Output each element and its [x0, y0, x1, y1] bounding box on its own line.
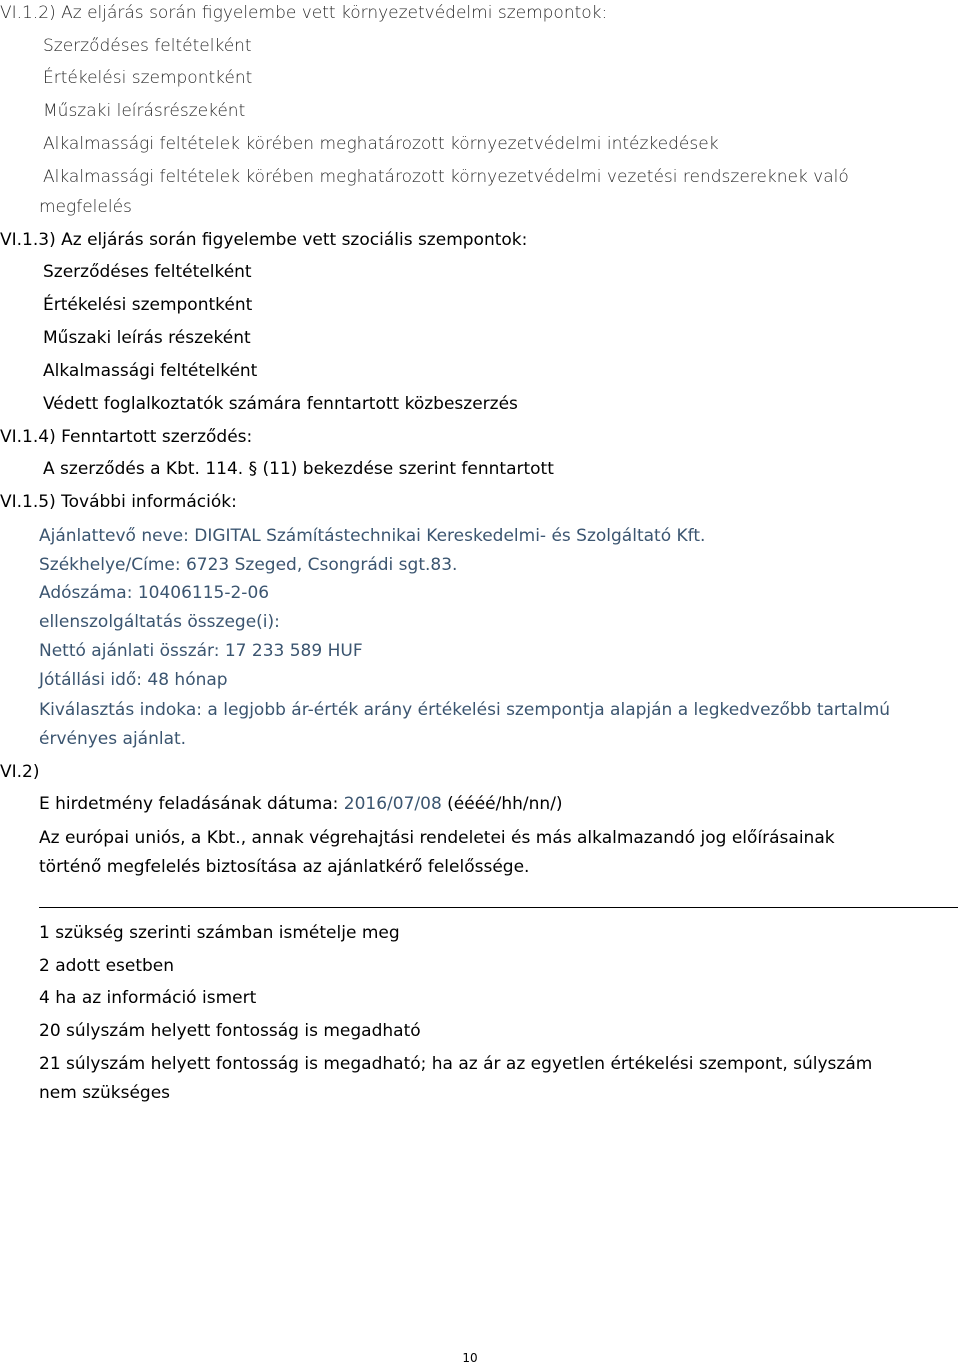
env-item-contract-condition: Szerződéses feltételként: [43, 36, 252, 56]
env-item-management-systems: Alkalmassági feltételek körében meghatározott környezetvédelmi vezetési rendszereknek való: [43, 167, 849, 187]
responsibility-text-line1: Az európai uniós, a Kbt., annak végrehajtási rendeletei és más alkalmazandó jog előírásainak: [39, 828, 835, 848]
section-heading-vi-1-2: VI.1.2) Az eljárás során figyelembe vett környezetvédelmi szempontok:: [0, 3, 608, 23]
footnote-21: 21 súlyszám helyett fontosság is megadható; ha az ár az egyetlen értékelési szempont, súlyszám: [39, 1054, 873, 1074]
section-heading-vi-2: VI.2): [0, 762, 40, 782]
reserved-contract-text: A szerződés a Kbt. 114. § (11) bekezdése szerint fenntartott: [43, 459, 554, 479]
publication-date-value: 2016/07/08: [343, 794, 442, 814]
social-item-technical-spec: Műszaki leírás részeként: [43, 328, 251, 348]
info-net-price: Nettó ajánlati összár: 17 233 589 HUF: [39, 641, 363, 661]
footnote-2: 2 adott esetben: [39, 956, 175, 976]
responsibility-text-line2: történő megfelelés biztosítása az ajánlatkérő felelőssége.: [39, 857, 530, 877]
social-item-award-criterion: Értékelési szempontként: [43, 295, 253, 315]
social-item-suitability: Alkalmassági feltételként: [43, 361, 258, 381]
publication-date-line: [39, 793, 563, 815]
publication-date-label: E hirdetmény feladásának dátuma:: [39, 794, 344, 814]
info-bidder-name: Ajánlattevő neve: DIGITAL Számítástechnikai Kereskedelmi- és Szolgáltató Kft.: [39, 526, 706, 546]
footnote-separator: [39, 907, 958, 908]
publication-date-format: (éééé/hh/nn/): [441, 794, 563, 814]
env-item-management-systems-cont: megfelelés: [39, 197, 132, 217]
env-item-measures: Alkalmassági feltételek körében meghatározott környezetvédelmi intézkedések: [43, 134, 719, 154]
info-bidder-address: Székhelye/Címe: 6723 Szeged, Csongrádi sgt.83.: [39, 555, 458, 575]
section-heading-vi-1-3: VI.1.3) Az eljárás során figyelembe vett szociális szempontok:: [0, 230, 528, 250]
social-item-sheltered-employment: Védett foglalkoztatók számára fenntartott közbeszerzés: [43, 394, 518, 414]
section-heading-vi-1-4: VI.1.4) Fenntartott szerződés:: [0, 427, 253, 447]
info-warranty: Jótállási idő: 48 hónap: [39, 670, 228, 690]
section-heading-vi-1-5: VI.1.5) További információk:: [0, 492, 237, 512]
info-selection-reason: Kiválasztás indoka: a legjobb ár-érték arány értékelési szempontja alapján a legkedvezőbb tartalmú: [39, 700, 891, 720]
social-item-contract-condition: Szerződéses feltételként: [43, 262, 252, 282]
info-tax-number: Adószáma: 10406115-2-06: [39, 583, 270, 603]
footnote-4: 4 ha az információ ismert: [39, 988, 257, 1008]
info-selection-reason-cont: érvényes ajánlat.: [39, 729, 187, 749]
footnote-21-cont: nem szükséges: [39, 1083, 171, 1103]
footnote-1: 1 szükség szerinti számban ismételje meg: [39, 923, 400, 943]
info-consideration-label: ellenszolgáltatás összege(i):: [39, 612, 280, 632]
env-item-award-criterion: Értékelési szempontként: [43, 68, 253, 88]
env-item-technical-spec: Műszaki leírásrészeként: [43, 101, 246, 121]
footnote-20: 20 súlyszám helyett fontosság is megadható: [39, 1021, 421, 1041]
page-number: 10: [462, 1351, 478, 1365]
